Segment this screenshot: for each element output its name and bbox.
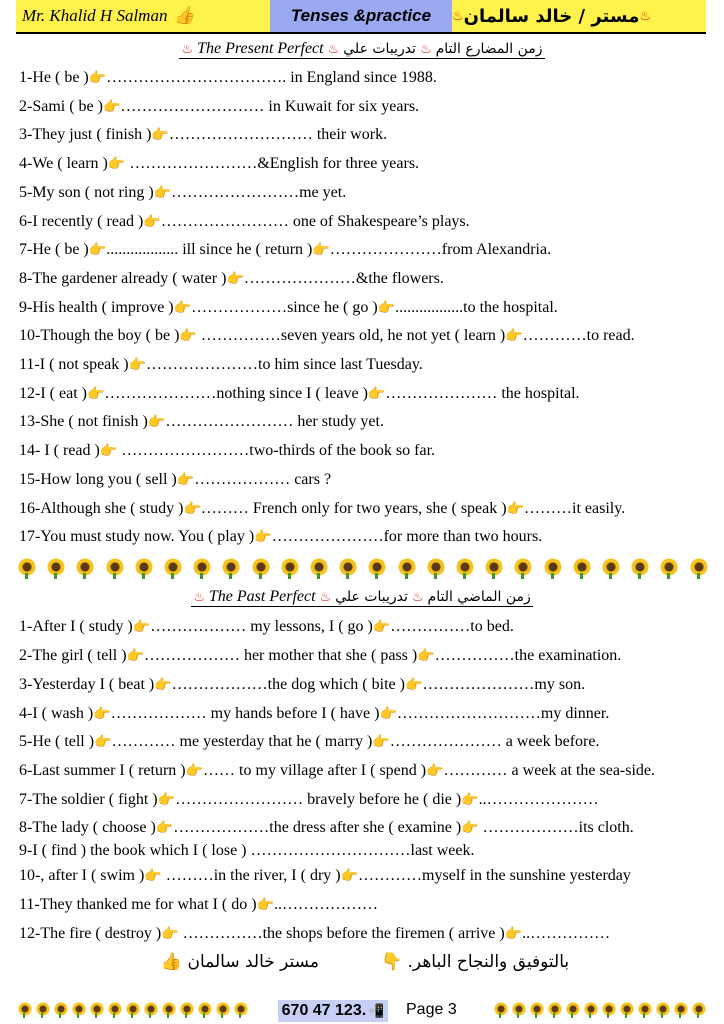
pointing-hand-icon: 👉 [99, 443, 118, 460]
exercise-text: 2-The girl ( tell ) [19, 647, 127, 664]
sunflower-icon [368, 558, 386, 576]
section-title-en: The Present Perfect [197, 40, 324, 57]
pointing-hand-icon: 👉 [372, 734, 390, 750]
exercise-text: ………it easily. [524, 499, 626, 517]
exercise-text: ……………………… in Kuwait for six years. [120, 97, 420, 115]
exercise-text: ..…………… [522, 925, 611, 942]
exercise-line [19, 442, 435, 460]
footer-signature [0, 952, 724, 972]
author-name: Mr. Khalid H Salman [22, 6, 168, 25]
pointing-hand-icon: 👉 [143, 213, 161, 230]
pointing-hand-icon: 👉 [179, 328, 197, 345]
exercise-text: 11-They thanked me for what I ( do ) [19, 896, 257, 913]
pointing-hand-icon: 👉 [128, 357, 147, 373]
exercise-text: ……………the examination. [434, 647, 622, 664]
exercise-line [19, 647, 621, 665]
exercise-line [19, 705, 609, 723]
pointing-hand-icon: 👉 [176, 471, 195, 488]
signature-label: مستر خالد سالمان [187, 952, 319, 972]
exercise-text: …………………from Alexandria. [329, 241, 552, 259]
sunflower-icon [234, 1002, 248, 1016]
pointing-hand-icon: 👉 [144, 868, 162, 884]
exercise-text: …………myself in the sunshine yesterday [358, 867, 631, 884]
wish-label: بالتوفيق والنجاح الباهر. [407, 952, 570, 972]
exercise-text: ……………to bed. [390, 618, 514, 635]
exercise-text: 7-He ( be ) [19, 241, 89, 259]
sunflower-icon [494, 1002, 508, 1016]
exercise-text: ……………… my hands before I ( have ) [110, 705, 380, 722]
sunflower-icon [310, 558, 328, 576]
sunflower-icon [144, 1002, 158, 1016]
exercise-text: ………… a week at the sea-side. [443, 762, 656, 779]
exercise-text: .................to the hospital. [395, 298, 558, 316]
exercise-line [19, 842, 474, 860]
sunflower-icon [656, 1002, 670, 1016]
exercise-text: ……………………………. in England since 1988. [106, 69, 437, 86]
sunflower-icon [47, 558, 65, 576]
sunflower-icon [180, 1002, 194, 1016]
sunflower-icon [512, 1002, 526, 1016]
page-title: Tenses &practice [270, 0, 452, 32]
pointing-hand-icon: 👉 [151, 127, 169, 144]
exercise-line [19, 733, 599, 751]
exercise-text: 5-He ( tell ) [19, 733, 95, 750]
exercise-text: 5-My son ( not ring ) [19, 183, 154, 201]
exercise-text: …………………… one of Shakespeare’s plays. [160, 212, 470, 230]
exercise-text: 14- I ( read ) [19, 442, 100, 460]
exercise-text: ………………… the hospital. [385, 384, 580, 402]
pointing-hand-icon: 👉 [161, 926, 179, 942]
pointing-hand-icon: 👉 [154, 677, 172, 693]
exercise-line [19, 356, 423, 374]
sunflower-divider [18, 558, 708, 576]
exercise-text: 12-The fire ( destroy ) [19, 925, 162, 942]
pointing-hand-icon: 👉 [107, 156, 126, 173]
thumbs-up-icon: 👍 [160, 952, 183, 972]
exercise-text: ……………seven years old, he not yet ( learn ) [196, 327, 506, 345]
pointing-hand-icon: 👉 [102, 98, 121, 115]
phone-icon: 📲 [368, 1003, 385, 1018]
sunflower-icon [135, 558, 153, 576]
sunflower-icon [72, 1002, 86, 1016]
exercise-line [19, 126, 387, 144]
exercise-text: 4-We ( learn ) [19, 155, 108, 173]
exercise-line [19, 618, 514, 636]
exercise-line [19, 528, 542, 546]
sunflower-icon [54, 1002, 68, 1016]
exercise-text: …………………nothing since I ( leave ) [104, 384, 368, 402]
page-header [16, 0, 706, 34]
exercise-text: 16-Although she ( study ) [19, 499, 184, 517]
pointing-hand-icon: 👉 [505, 328, 523, 345]
exercise-text: 15-How long you ( sell ) [19, 470, 177, 488]
pointing-hand-icon: 👉 [367, 385, 386, 402]
exercise-line [19, 413, 384, 431]
sunflower-icon [548, 1002, 562, 1016]
pointing-hand-icon: 👉 [93, 706, 111, 722]
sunflower-icon [692, 1002, 706, 1016]
hot-springs-icon: ♨ [411, 590, 424, 605]
hot-springs-icon: ♨ [419, 42, 432, 57]
exercise-text: 3-Yesterday I ( beat ) [19, 676, 155, 693]
exercise-text: ……… French only for two years, she ( speak ) [200, 499, 507, 517]
exercise-text: 2-Sami ( be ) [19, 97, 103, 115]
section-title-en: The Past Perfect [208, 588, 316, 605]
exercise-text: 9-I ( find ) the book which I ( lose ) …………………………last week. [19, 842, 475, 859]
exercise-text: …………………&the flowers. [243, 269, 444, 287]
sunflower-icon [638, 1002, 652, 1016]
exercise-text: 10-Though the boy ( be ) [19, 327, 180, 345]
exercise-line [19, 327, 635, 345]
hot-springs-icon: ♨ [181, 42, 194, 57]
exercise-text: 8-The lady ( choose ) [19, 819, 156, 836]
exercise-text: 6-Last summer I ( return ) [19, 762, 186, 779]
hot-springs-icon: ♨ [452, 8, 464, 24]
exercise-text: ………in the river, I ( dry ) [161, 867, 341, 884]
exercise-text: ……………… her mother that she ( pass ) [143, 647, 418, 664]
exercise-line [19, 762, 655, 780]
exercise-line [19, 867, 631, 885]
exercise-text: ………………………my dinner. [396, 705, 610, 722]
exercise-line [19, 213, 470, 231]
exercise-text: ………………the dress after she ( examine ) [173, 819, 462, 836]
exercise-text: ………… me yesterday that he ( marry ) [111, 733, 373, 750]
pointing-hand-icon: 👉 [340, 868, 359, 884]
pointing-hand-icon: 👉 [504, 926, 523, 942]
pointing-hand-icon: 👉 [126, 648, 144, 664]
sunflower-icon [544, 558, 562, 576]
exercise-text: ………………… a week before. [389, 733, 600, 750]
sunflower-icon [602, 558, 620, 576]
exercise-text: ………………its cloth. [478, 819, 634, 836]
sunflower-icon [106, 558, 124, 576]
sunflower-border-right [494, 1002, 706, 1016]
sunflower-icon [90, 1002, 104, 1016]
exercise-text: 8-The gardener already ( water ) [19, 269, 227, 287]
section-title-ar: زمن الماضي التام [427, 589, 531, 605]
pointing-hand-icon: 👉 [254, 529, 272, 546]
pointing-hand-icon: 👉 [404, 677, 423, 693]
pointing-hand-icon: 👉 [256, 897, 274, 913]
sunflower-icon [162, 1002, 176, 1016]
phone-number [278, 1000, 388, 1022]
exercise-line [19, 69, 437, 87]
pointing-hand-icon: 👉 [185, 763, 204, 779]
exercise-line [19, 819, 634, 837]
pointing-hand-icon: 👉 [132, 619, 151, 635]
pointing-hand-icon: 👉 [372, 619, 391, 635]
sunflower-icon [514, 558, 532, 576]
sunflower-icon [602, 1002, 616, 1016]
exercise-text: ……………………me yet. [171, 183, 347, 201]
exercise-line [19, 471, 331, 489]
exercise-text: 12-I ( eat ) [19, 384, 87, 402]
wish-text [375, 952, 569, 972]
exercise-text: ……………………… their work. [168, 126, 388, 144]
sunflower-icon [398, 558, 416, 576]
exercise-text: 13-She ( not finish ) [19, 413, 148, 431]
thumbs-up-icon: 👍 [173, 6, 195, 25]
exercise-text: 10-, after I ( swim ) [19, 867, 145, 884]
sunflower-icon [36, 1002, 50, 1016]
section-title-ar-prefix: تدريبات علي [335, 589, 408, 605]
sunflower-icon [674, 1002, 688, 1016]
pointing-hand-icon: 👉 [183, 500, 201, 517]
section-title-past-perfect [0, 588, 724, 607]
sunflower-icon [690, 558, 708, 576]
exercise-text: ……………… cars ? [194, 470, 332, 488]
pointing-hand-icon: 👉 [147, 414, 166, 431]
exercise-text: 9-His health ( improve ) [19, 298, 174, 316]
sunflower-icon [108, 1002, 122, 1016]
exercise-text: 17-You must study now. You ( play ) [19, 528, 255, 546]
hot-springs-icon: ♨ [319, 590, 332, 605]
sunflower-icon [660, 558, 678, 576]
pointing-hand-icon: 👉 [155, 820, 174, 836]
section-title-ar: زمن المضارع التام [435, 41, 543, 57]
sunflower-icon [222, 558, 240, 576]
exercise-text: …………………to him since last Tuesday. [146, 356, 423, 373]
exercise-line [19, 241, 551, 259]
pointing-hand-icon: 👉 [461, 792, 479, 808]
sunflower-icon [193, 558, 211, 576]
signature-text [155, 952, 319, 972]
exercise-text: ………………since he ( go ) [191, 298, 378, 316]
sunflower-icon [18, 1002, 32, 1016]
pointing-hand-icon: 👉 [461, 820, 479, 836]
sunflower-icon [631, 558, 649, 576]
exercise-line [19, 184, 346, 202]
sunflower-icon [566, 1002, 580, 1016]
pointing-hand-icon: 👉 [157, 792, 176, 808]
exercise-text: ..………………… [478, 791, 599, 808]
pointing-hand-icon: 👉 [506, 500, 525, 517]
sunflower-icon [427, 558, 445, 576]
exercise-text: ……………………&English for three years. [125, 155, 420, 173]
sunflower-icon [530, 1002, 544, 1016]
exercise-text: .................. ill since he ( return ) [106, 241, 313, 259]
exercise-text: ……………the shops before the firemen ( arrive ) [178, 925, 505, 942]
exercise-text: ………………the dog which ( bite ) [171, 676, 405, 693]
exercise-text: ..……………… [273, 896, 378, 913]
exercise-line [19, 500, 625, 518]
exercise-text: 3-They just ( finish ) [19, 126, 152, 144]
sunflower-icon [126, 1002, 140, 1016]
arabic-name: مستر / خالد سالمان [463, 5, 640, 27]
exercise-line [19, 385, 580, 403]
sunflower-icon [456, 558, 474, 576]
exercise-text: 6-I recently ( read ) [19, 212, 144, 230]
exercise-line [19, 155, 419, 173]
exercise-text: 1-He ( be ) [19, 69, 89, 86]
pointing-hand-icon: 👉 [173, 299, 192, 316]
pointing-hand-icon: 👉 [88, 242, 107, 259]
section-title-ar-prefix: تدريبات علي [343, 41, 416, 57]
sunflower-icon [198, 1002, 212, 1016]
exercise-line [19, 98, 419, 116]
exercise-line [19, 925, 610, 943]
pointing-down-icon: 👇 [380, 952, 403, 972]
exercise-text: 7-The soldier ( fight ) [19, 791, 158, 808]
exercise-line [19, 791, 599, 809]
pointing-hand-icon: 👉 [312, 242, 330, 259]
hot-springs-icon: ♨ [639, 8, 651, 24]
arabic-name-cell [452, 0, 706, 32]
exercise-text: …………………for more than two hours. [271, 528, 543, 546]
phone-text: 670 47 123. [281, 1002, 367, 1019]
sunflower-icon [252, 558, 270, 576]
sunflower-icon [18, 558, 36, 576]
page-number: Page 3 [406, 1001, 457, 1018]
pointing-hand-icon: 👉 [377, 299, 396, 316]
hot-springs-icon: ♨ [193, 590, 205, 605]
sunflower-icon [620, 1002, 634, 1016]
sunflower-icon [216, 1002, 230, 1016]
exercise-text: 4-I ( wash ) [19, 705, 94, 722]
pointing-hand-icon: 👉 [417, 648, 435, 664]
pointing-hand-icon: 👉 [379, 706, 397, 722]
exercise-text: …………………… her study yet. [165, 413, 384, 431]
pointing-hand-icon: 👉 [86, 385, 105, 402]
exercise-line [19, 270, 444, 288]
exercise-line [19, 896, 378, 914]
sunflower-icon [164, 558, 182, 576]
exercise-line [19, 676, 585, 694]
sunflower-border-left [18, 1002, 248, 1016]
exercise-text: 11-I ( not speak ) [19, 356, 129, 373]
sunflower-icon [573, 558, 591, 576]
sunflower-icon [485, 558, 503, 576]
pointing-hand-icon: 👉 [88, 70, 107, 86]
exercise-text: ……………………two-thirds of the book so far. [117, 442, 436, 460]
exercise-text: …………to read. [522, 327, 635, 345]
pointing-hand-icon: 👉 [94, 734, 112, 750]
author-cell [16, 0, 270, 32]
sunflower-icon [281, 558, 299, 576]
sunflower-icon [76, 558, 94, 576]
exercise-line [19, 299, 558, 317]
sunflower-icon [339, 558, 357, 576]
exercise-text: …………………my son. [422, 676, 586, 693]
section-title-present-perfect [0, 40, 724, 59]
pointing-hand-icon: 👉 [426, 763, 444, 779]
exercise-text: ……………… my lessons, I ( go ) [150, 618, 373, 635]
pointing-hand-icon: 👉 [153, 184, 172, 201]
exercise-text: …… to my village after I ( spend ) [203, 762, 427, 779]
exercise-text: …………………… bravely before he ( die ) [175, 791, 462, 808]
pointing-hand-icon: 👉 [226, 270, 244, 287]
hot-springs-icon: ♨ [327, 42, 340, 57]
exercise-text: 1-After I ( study ) [19, 618, 133, 635]
sunflower-icon [584, 1002, 598, 1016]
